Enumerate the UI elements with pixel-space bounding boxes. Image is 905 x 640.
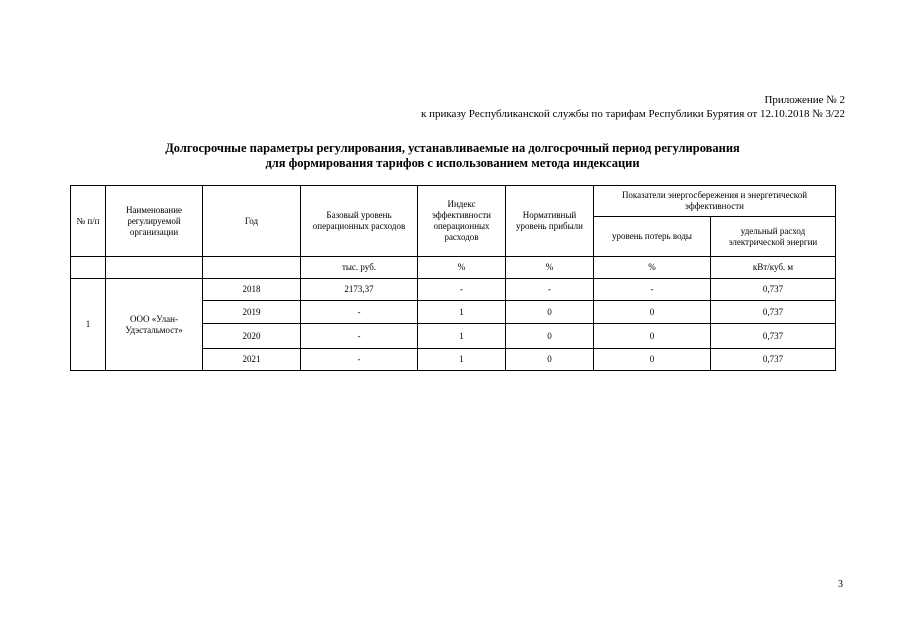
org-number: 1	[71, 279, 106, 371]
page-number: 3	[838, 579, 843, 590]
cell-base-opex: -	[301, 349, 418, 371]
annex-order-reference: к приказу Республиканской службы по тарифам Республики Бурятия от 12.10.2018 № 3/22	[421, 108, 845, 120]
cell-water-loss: 0	[594, 349, 711, 371]
unit-empty	[71, 257, 106, 279]
header-energy-use: удельный расход электрической энергии	[711, 217, 836, 257]
cell-energy-use: 0,737	[711, 324, 836, 349]
header-number: № п/п	[71, 186, 106, 257]
cell-water-loss: 0	[594, 301, 711, 324]
cell-efficiency-index: 1	[418, 324, 506, 349]
header-year: Год	[203, 186, 301, 257]
cell-energy-use: 0,737	[711, 349, 836, 371]
unit-water-loss: %	[594, 257, 711, 279]
unit-base-opex: тыс. руб.	[301, 257, 418, 279]
cell-profit-level: 0	[506, 349, 594, 371]
table-row	[71, 279, 836, 301]
cell-water-loss: -	[594, 279, 711, 301]
document-title	[0, 141, 905, 171]
cell-efficiency-index: -	[418, 279, 506, 301]
unit-empty	[106, 257, 203, 279]
cell-year: 2021	[203, 349, 301, 371]
unit-empty	[203, 257, 301, 279]
document-title-line-2: для формирования тарифов с использованием метода индексации	[265, 156, 640, 170]
header-base-opex: Базовый уровень операционных расходов	[301, 186, 418, 257]
header-energy-efficiency: Показатели энергосбережения и энергетической эффективности	[594, 186, 836, 217]
annex-header	[421, 93, 845, 121]
cell-profit-level: -	[506, 279, 594, 301]
cell-base-opex: 2173,37	[301, 279, 418, 301]
document-title-line-1: Долгосрочные параметры регулирования, устанавливаемые на долгосрочный период регулирования	[165, 141, 740, 155]
header-organization: Наименование регулируемой организации	[106, 186, 203, 257]
cell-base-opex: -	[301, 324, 418, 349]
cell-year: 2018	[203, 279, 301, 301]
cell-energy-use: 0,737	[711, 279, 836, 301]
unit-profit-level: %	[506, 257, 594, 279]
cell-year: 2020	[203, 324, 301, 349]
cell-base-opex: -	[301, 301, 418, 324]
unit-efficiency-index: %	[418, 257, 506, 279]
unit-energy-use: кВт/куб. м	[711, 257, 836, 279]
org-name: ООО «Улан-Удэстальмост»	[106, 279, 203, 371]
header-water-loss: уровень потерь воды	[594, 217, 711, 257]
header-profit-level: Нормативный уровень прибыли	[506, 186, 594, 257]
cell-energy-use: 0,737	[711, 301, 836, 324]
regulation-parameters-table	[70, 185, 836, 371]
table-units-row	[71, 257, 836, 279]
cell-efficiency-index: 1	[418, 349, 506, 371]
cell-efficiency-index: 1	[418, 301, 506, 324]
cell-profit-level: 0	[506, 301, 594, 324]
cell-profit-level: 0	[506, 324, 594, 349]
table-header-row	[71, 186, 836, 217]
header-efficiency-index: Индекс эффективности операционных расходов	[418, 186, 506, 257]
annex-number: Приложение № 2	[764, 94, 845, 106]
cell-water-loss: 0	[594, 324, 711, 349]
cell-year: 2019	[203, 301, 301, 324]
